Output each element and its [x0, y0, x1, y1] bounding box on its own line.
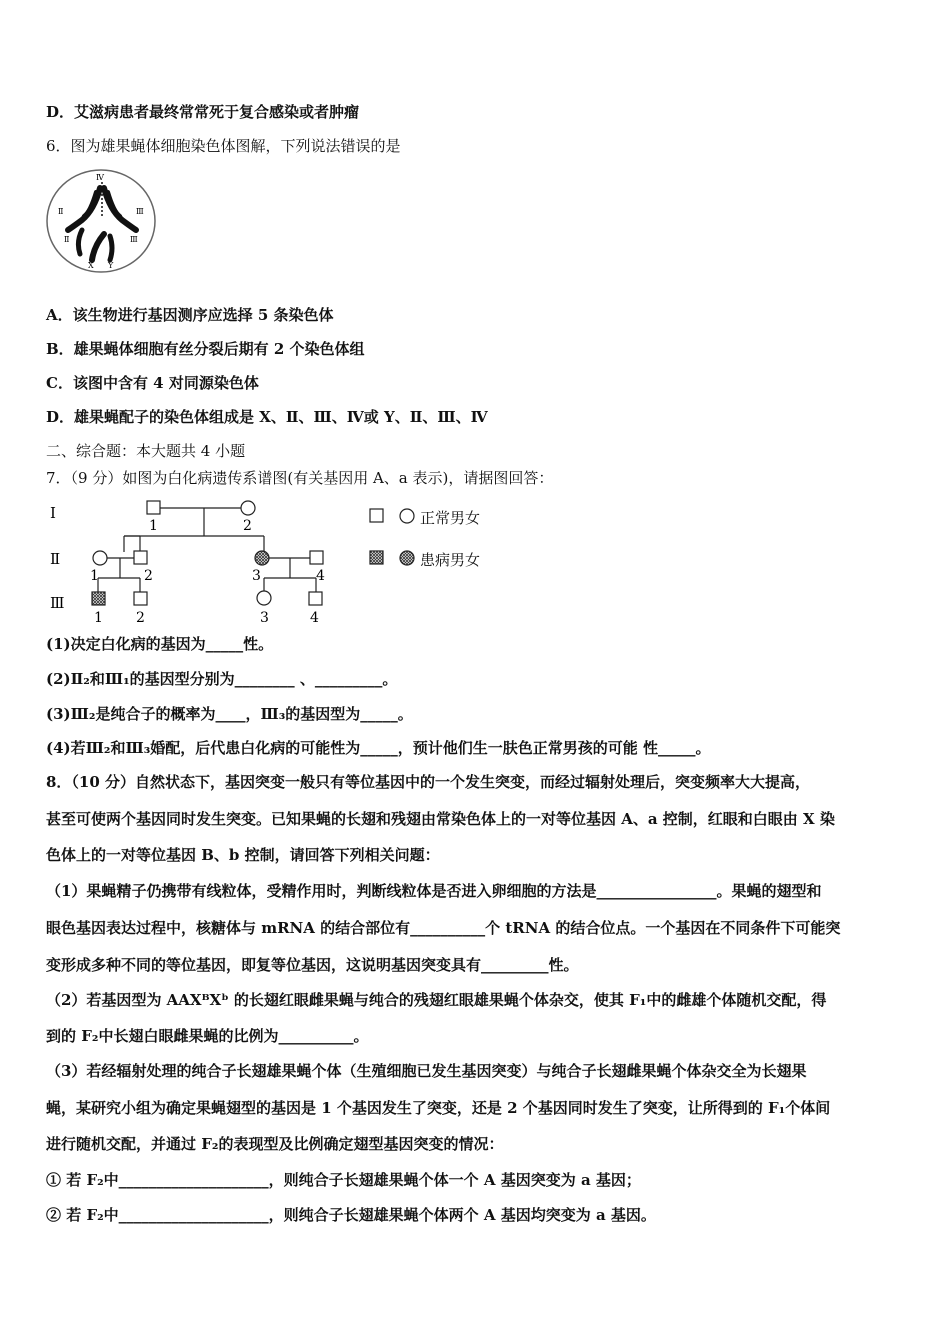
- q7-part3: (3)Ⅲ₂是纯合子的概率为____，Ⅲ₃的基因型为_____。: [46, 705, 413, 723]
- num-i-1: 1: [149, 518, 158, 534]
- label-ii-bottom: Ⅱ: [64, 235, 70, 244]
- num-ii-3: 3: [252, 568, 261, 584]
- q8-sub2-line1: （2）若基因型为 AAXᴮXᵇ 的长翅红眼雌果蝇与纯合的残翅红眼雄果蝇个体杂交，使其 F₁中的雌雄个体随机交配，得: [46, 991, 827, 1009]
- gen-i: Ⅰ: [50, 504, 56, 522]
- legend-affected-label: 患病男女: [420, 551, 481, 569]
- label-iv: Ⅳ: [96, 173, 104, 182]
- q7-part2: (2)Ⅱ₂和Ⅲ₁的基因型分别为________ 、_________。: [46, 670, 398, 688]
- q8-sub1-line3: 变形成多种不同的等位基因，即复等位基因，这说明基因突变具有_________性。: [46, 956, 579, 974]
- q8-para2: 甚至可使两个基因同时发生突变。已知果蝇的长翅和残翅由常染色体上的一对等位基因 A、a 控制，红眼和白眼由 X 染: [46, 810, 835, 828]
- legend-normal-label: 正常男女: [420, 509, 481, 527]
- chromosome-figure: [44, 168, 158, 274]
- q5-option-d: D．艾滋病患者最终常常死于复合感染或者肿瘤: [46, 103, 360, 121]
- q8-para3: 色体上的一对等位基因 B、b 控制，请回答下列相关问题：: [46, 846, 440, 864]
- num-ii-1: 1: [90, 568, 99, 584]
- gen-iii: Ⅲ: [50, 594, 65, 612]
- legend-affected-symbols: [368, 549, 418, 567]
- q7-part4: (4)若Ⅲ₂和Ⅲ₃婚配，后代患白化病的可能性为_____，预计他们生一肤色正常男孩的可能 性_____。: [46, 739, 711, 757]
- label-ii-top: Ⅱ: [58, 207, 64, 216]
- legend-normal-symbols: [368, 507, 418, 525]
- q6-option-a: A．该生物进行基因测序应选择 5 条染色体: [46, 306, 334, 324]
- num-iii-4: 4: [310, 610, 319, 626]
- gen-ii: Ⅱ: [50, 550, 61, 568]
- num-ii-4: 4: [316, 568, 325, 584]
- q8-sub1-line2: 眼色基因表达过程中，核糖体与 mRNA 的结合部位有__________个 tRNA 的结合位点。一个基因在不同条件下可能突: [46, 919, 841, 937]
- pedigree-chart: [44, 494, 344, 628]
- q6-stem: 6．图为雄果蝇体细胞染色体图解，下列说法错误的是: [46, 137, 401, 155]
- num-ii-2: 2: [144, 568, 153, 584]
- num-iii-1: 1: [94, 610, 103, 626]
- q8-case2: ② 若 F₂中____________________，则纯合子长翅雄果蝇个体两个 A 基因均突变为 a 基因。: [46, 1206, 656, 1224]
- q8-sub3-line2: 蝇，某研究小组为确定果蝇翅型的基因是 1 个基因发生了突变，还是 2 个基因同时发生了突变，让所得到的 F₁个体间: [46, 1099, 831, 1117]
- q8-sub3-line1: （3）若经辐射处理的纯合子长翅雄果蝇个体（生殖细胞已发生基因突变）与纯合子长翅雌果蝇个体杂交全为长翅果: [46, 1062, 807, 1080]
- num-iii-3: 3: [260, 610, 269, 626]
- label-iii-bottom: Ⅲ: [130, 235, 138, 244]
- num-i-2: 2: [243, 518, 252, 534]
- label-x: X: [88, 261, 94, 270]
- q7-part1: (1)决定白化病的基因为_____性。: [46, 635, 274, 653]
- q6-option-b: B．雄果蝇体细胞有丝分裂后期有 2 个染色体组: [46, 340, 365, 358]
- label-y: Y: [108, 261, 114, 270]
- q7-stem: 7．（9 分）如图为白化病遗传系谱图(有关基因用 A、a 表示)，请据图回答：: [46, 469, 554, 487]
- q8-sub1-line1: （1）果蝇精子仍携带有线粒体，受精作用时，判断线粒体是否进入卵细胞的方法是________________。果蝇的翅型和: [46, 882, 822, 900]
- q8-sub3-line3: 进行随机交配，并通过 F₂的表现型及比例确定翅型基因突变的情况：: [46, 1135, 504, 1153]
- label-iii-top: Ⅲ: [136, 207, 144, 216]
- q8-case1: ① 若 F₂中____________________，则纯合子长翅雄果蝇个体一个 A 基因突变为 a 基因；: [46, 1171, 641, 1189]
- q8-sub2-line2: 到的 F₂中长翅白眼雌果蝇的比例为__________。: [46, 1027, 369, 1045]
- section2-title: 二、综合题：本大题共 4 小题: [46, 442, 246, 460]
- q6-option-c: C．该图中含有 4 对同源染色体: [46, 374, 259, 392]
- q6-option-d: D．雄果蝇配子的染色体组成是 X、Ⅱ、Ⅲ、Ⅳ或 Y、Ⅱ、Ⅲ、Ⅳ: [46, 408, 488, 426]
- num-iii-2: 2: [136, 610, 145, 626]
- q8-para1: 8．（10 分）自然状态下，基因突变一般只有等位基因中的一个发生突变，而经过辐射处理后，突变频率大大提高，: [46, 773, 811, 791]
